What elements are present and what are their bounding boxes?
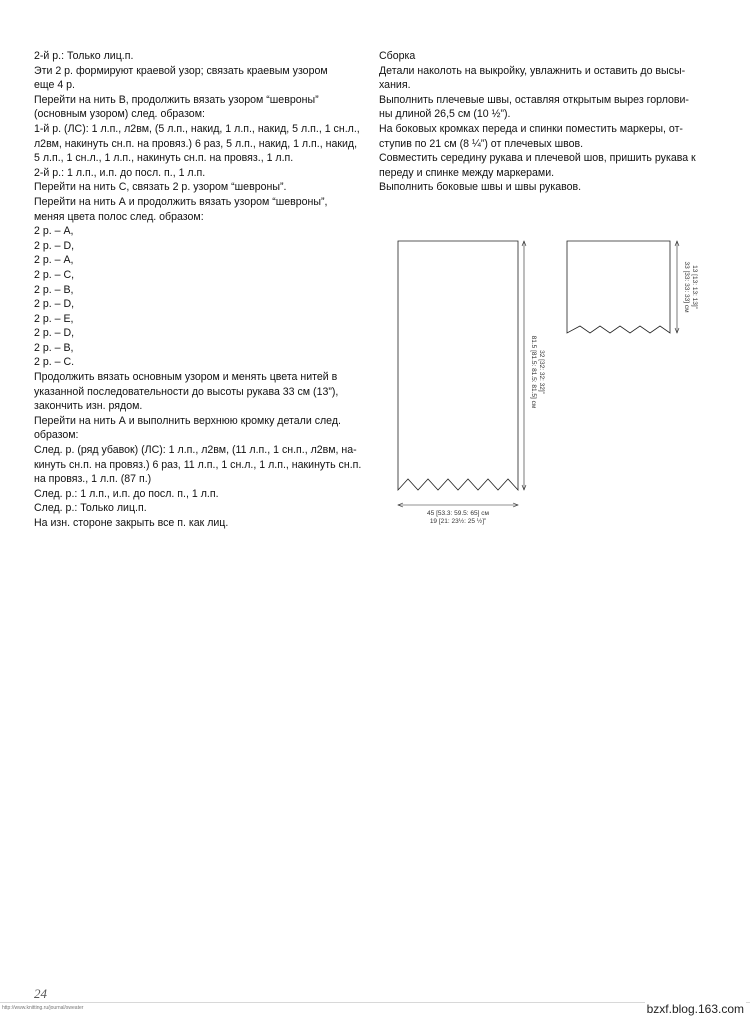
- text-line: (основным узором) след. образом:: [34, 108, 205, 121]
- text-line: Продолжить вязать основным узором и менять цвета нитей в: [34, 371, 338, 384]
- body-width-cm-label: 45 [53.3: 59.5: 65] см: [427, 510, 489, 517]
- text-line: Перейти на нить С, связать 2 р. узором “шевроны”.: [34, 181, 287, 194]
- footer-url: http://www.knitting.ru/journal/sweater: [2, 1005, 84, 1011]
- text-line: еще 4 р.: [34, 79, 75, 92]
- text-line: 2 р. – Е,: [34, 312, 74, 325]
- text-line: Перейти на нить А и продолжить вязать узором “шевроны”,: [34, 195, 328, 208]
- sleeve-piece-outline: [567, 241, 670, 333]
- body-width-in-label: 19 [21: 23½: 25 ½]”: [429, 518, 487, 525]
- body-height-cm-label: 81.5 [81.5: 81.5: 81.5] см: [530, 335, 537, 409]
- sleeve-height-cm-label: 33 [33: 33: 33] см: [683, 261, 690, 313]
- text-line: Перейти на нить А и выполнить верхнюю кромку детали след.: [34, 414, 341, 427]
- text-line: На изн. стороне закрыть все п. как лиц.: [34, 517, 229, 529]
- text-line: переду и спинке между маркерами.: [379, 166, 555, 179]
- text-line: 2 р. – С.: [34, 356, 75, 369]
- text-line: образом:: [34, 429, 79, 442]
- instructions-left-column: [34, 49, 369, 531]
- text-line: ступив по 21 см (8 ¼”) от плечевых швов.: [379, 137, 584, 150]
- text-line: Выполнить боковые швы и швы рукавов.: [379, 181, 582, 194]
- text-line: Сборка: [379, 50, 416, 62]
- schematic-diagram: [380, 232, 700, 532]
- text-line: Совместить середину рукава и плечевой шов, пришить рукава к: [379, 152, 696, 165]
- body-height-in-label: 32 [32: 32: 32]”: [538, 350, 545, 394]
- text-line: 2 р. – А,: [34, 254, 74, 267]
- text-line: хания.: [379, 79, 411, 92]
- text-line: След. р. (ряд убавок) (ЛС): 1 л.п., л2вм, (11 л.п., 1 сн.п., л2вм, на-: [34, 444, 357, 457]
- assembly-right-column: [379, 49, 719, 195]
- text-line: указанной последовательности до высоты рукава 33 см (13”),: [34, 385, 339, 398]
- text-line: 1-й р. (ЛС): 1 л.п., л2вм, (5 л.п., накид, 1 л.п., накид, 5 л.п., 1 сн.л.,: [34, 122, 360, 135]
- text-line: След. р.: Только лиц.п.: [34, 502, 147, 515]
- text-line: л2вм, накинуть сн.п. на провяз.) 6 раз, 5 л.п., накид, 1 л.п., накид,: [34, 137, 358, 150]
- body-piece-outline: [398, 241, 518, 490]
- footer-divider: [0, 1002, 750, 1003]
- text-line: Детали наколоть на выкройку, увлажнить и оставить до высы-: [379, 64, 686, 77]
- text-line: 2 р. – А,: [34, 225, 74, 238]
- text-line: 2 р. – С,: [34, 268, 75, 281]
- text-line: на провяз., 1 л.п. (87 п.): [34, 473, 152, 486]
- text-line: 5 л.п., 1 сн.л., 1 л.п., накинуть сн.п. на провяз., 1 л.п.: [34, 152, 294, 165]
- text-line: кинуть сн.п. на провяз.) 6 раз, 11 л.п., 1 сн.л., 1 л.п., накинуть сн.п.: [34, 458, 362, 471]
- text-line: 2 р. – D,: [34, 298, 75, 311]
- text-line: меняя цвета полос след. образом:: [34, 210, 204, 223]
- text-line: Перейти на нить В, продолжить вязать узором “шевроны”: [34, 93, 319, 106]
- sleeve-height-in-label: 13 [13: 13: 13]”: [691, 265, 698, 309]
- text-line: Эти 2 р. формируют краевой узор; связать краевым узором: [34, 64, 328, 77]
- text-line: 2-й р.: Только лиц.п.: [34, 50, 134, 62]
- text-line: 2 р. – D,: [34, 327, 75, 340]
- text-line: закончить изн. рядом.: [34, 400, 143, 413]
- text-line: След. р.: 1 л.п., и.п. до посл. п., 1 л.п.: [34, 487, 219, 500]
- watermark: bzxf.blog.163.com: [646, 1002, 744, 1016]
- page-number: 24: [34, 986, 47, 1001]
- text-line: 2 р. – В,: [34, 283, 74, 296]
- text-line: Выполнить плечевые швы, оставляя открытым вырез горлови-: [379, 93, 689, 106]
- text-line: 2 р. – В,: [34, 341, 74, 354]
- text-line: На боковых кромках переда и спинки поместить маркеры, от-: [379, 122, 683, 135]
- text-line: 2 р. – D,: [34, 239, 75, 252]
- text-line: ны длиной 26,5 см (10 ½”).: [379, 108, 511, 121]
- text-line: 2-й р.: 1 л.п., и.п. до посл. п., 1 л.п.: [34, 166, 206, 179]
